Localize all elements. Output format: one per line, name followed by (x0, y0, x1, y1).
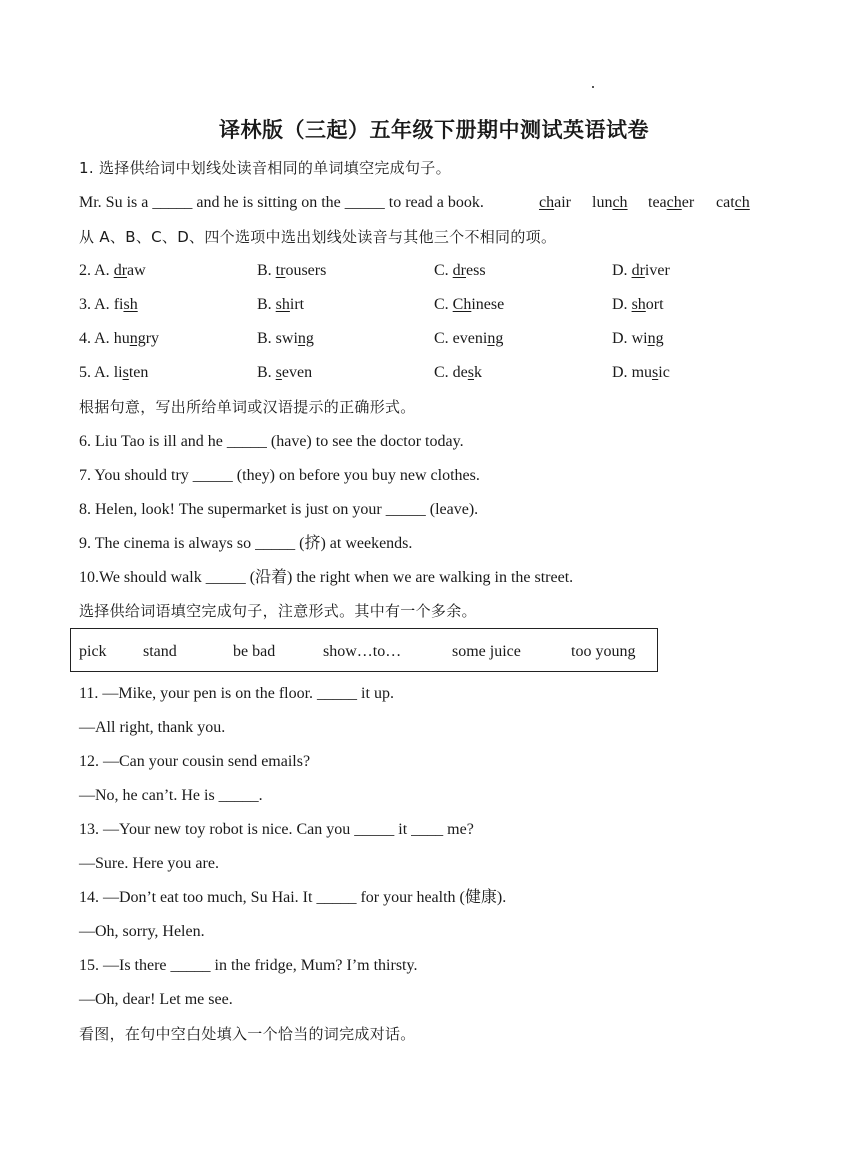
q1-word: catch (716, 194, 750, 211)
dialogue-line: —No, he can’t. He is _____. (79, 787, 263, 804)
question-10: 10.We should walk _____ (沿着) the right when we are walking in the street. (79, 569, 574, 586)
dialogue-line: —All right, thank you. (79, 719, 226, 736)
option-a: 4. A. hungry (79, 330, 160, 347)
option-d: D. music (612, 364, 670, 381)
option-c: C. Chinese (434, 296, 505, 313)
option-a: 5. A. listen (79, 364, 149, 381)
question-9: 9. The cinema is always so _____ (挤) at weekends. (79, 535, 413, 552)
page-title: 译林版（三起）五年级下册期中测试英语试卷 (219, 118, 649, 142)
option-d: D. wing (612, 330, 664, 347)
word-bank-item: show…to… (323, 643, 402, 660)
dialogue-line: 15. —Is there _____ in the fridge, Mum? I’m thirsty. (79, 957, 418, 974)
option-c: C. dress (434, 262, 486, 279)
question-6: 6. Liu Tao is ill and he _____ (have) to see the doctor today. (79, 433, 464, 450)
option-d: D. driver (612, 262, 670, 279)
option-a: 2. A. draw (79, 262, 146, 279)
dialogue-line: 14. —Don’t eat too much, Su Hai. It _____ for your health (健康). (79, 889, 507, 906)
option-b: B. shirt (257, 296, 305, 313)
question-8: 8. Helen, look! The supermarket is just on your _____ (leave). (79, 501, 479, 518)
dialogue-line: —Oh, sorry, Helen. (79, 923, 205, 940)
option-c: C. desk (434, 364, 483, 381)
option-b: B. swing (257, 330, 314, 347)
q1-word: lunch (592, 194, 628, 211)
option-b: B. seven (257, 364, 313, 381)
section4-instruction: 选择供给词语填空完成句子，注意形式。其中有一个多余。 (79, 602, 477, 620)
option-c: C. evening (434, 330, 504, 347)
q1-instruction: 1. 选择供给词中划线处读音相同的单词填空完成句子。 (79, 159, 451, 177)
dialogue-line: 12. —Can your cousin send emails? (79, 753, 311, 770)
word-bank-item: be bad (233, 643, 276, 660)
section3-instruction: 根据句意，写出所给单词或汉语提示的正确形式。 (79, 398, 416, 416)
dialogue-line: 11. —Mike, your pen is on the floor. _____ it up. (79, 685, 394, 702)
word-bank-box (70, 628, 658, 672)
q1-sentence: Mr. Su is a _____ and he is sitting on the _____ to read a book. (79, 194, 484, 211)
question-7: 7. You should try _____ (they) on before you buy new clothes. (79, 467, 480, 484)
q1-word: chair (539, 194, 571, 211)
section2-instruction: 从 A、B、C、D、四个选项中选出划线处读音与其他三个不相同的项。 (79, 228, 557, 246)
dialogue-line: 13. —Your new toy robot is nice. Can you _____ it ____ me? (79, 821, 474, 838)
option-a: 3. A. fish (79, 296, 138, 313)
dialogue-line: —Sure. Here you are. (79, 855, 219, 872)
option-b: B. trousers (257, 262, 327, 279)
word-bank-item: pick (79, 643, 107, 660)
option-d: D. short (612, 296, 664, 313)
word-bank-item: some juice (452, 643, 521, 660)
word-bank-item: too young (571, 643, 636, 660)
word-bank-item: stand (143, 643, 177, 660)
stray-dot (592, 86, 594, 88)
dialogue-line: —Oh, dear! Let me see. (79, 991, 233, 1008)
q1-word: teacher (648, 194, 695, 211)
section5-instruction: 看图，在句中空白处填入一个恰当的词完成对话。 (79, 1025, 416, 1043)
